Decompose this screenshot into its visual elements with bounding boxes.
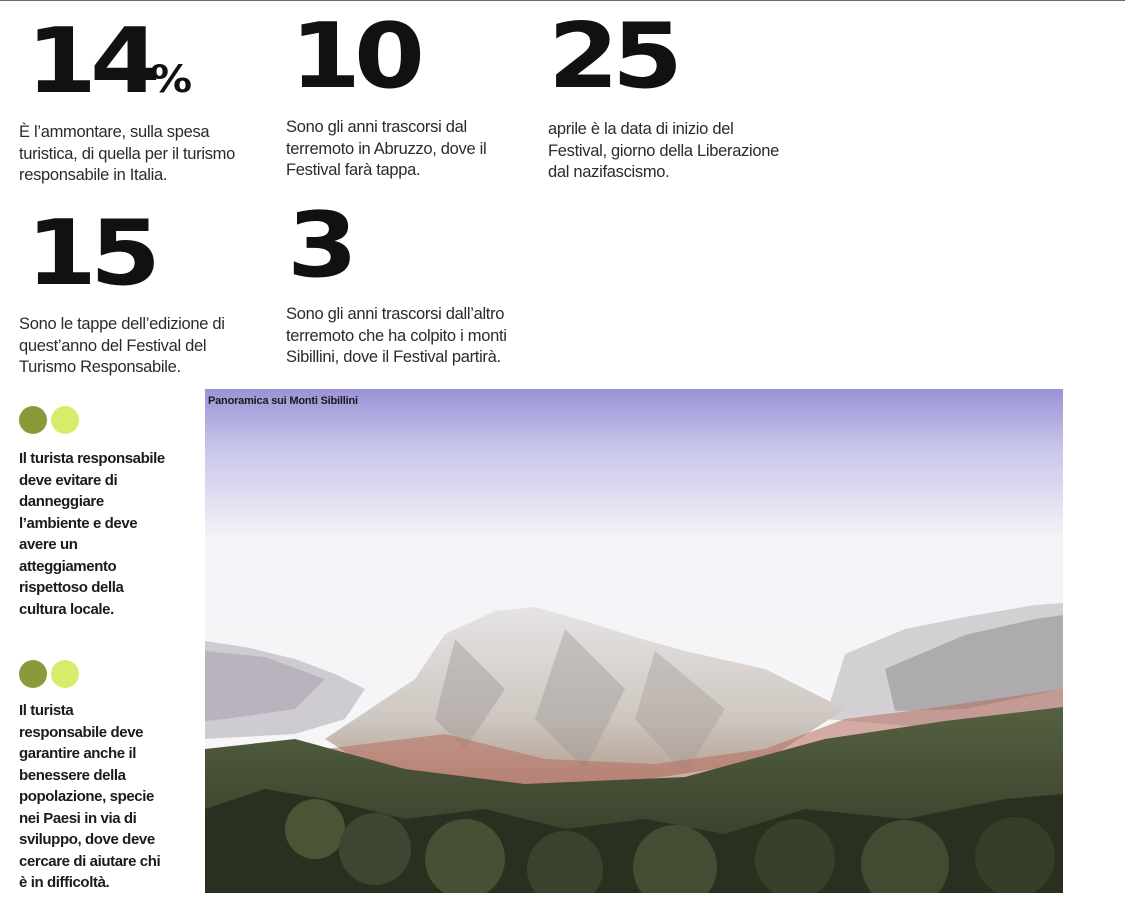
stat-number-start-date: 25 — [548, 4, 676, 109]
green-dots-icon — [19, 660, 89, 690]
green-dots-icon — [19, 406, 89, 436]
dark-green-dot — [19, 406, 47, 434]
stat-number-years-abruzzo: 10 — [290, 4, 418, 109]
stat-number-years-sibillini: 3 — [287, 193, 351, 298]
photo-caption: Panoramica sui Monti Sibillini — [208, 395, 358, 407]
stat-number-stages: 15 — [26, 201, 154, 306]
mountain-landscape-illustration — [205, 389, 1063, 893]
tip-paragraph: Il turista responsabile deve evitare di danneggiare l’ambiente e deve avere un atteggiamento rispettoso della cultura locale. — [19, 450, 165, 618]
stat-description: Sono gli anni trascorsi dall’altro terremoto che ha colpito i monti Sibillini, dove il Festival partirà. — [286, 305, 507, 366]
stat-description: Sono le tappe dell’edizione di quest’anno del Festival del Turismo Responsabile. — [19, 315, 225, 376]
light-green-dot — [51, 660, 79, 688]
stat-unit: % — [149, 57, 192, 101]
stat-number-percent: 14% — [26, 9, 192, 114]
dark-green-dot — [19, 660, 47, 688]
tip-paragraph: Il turista responsabile deve garantire anche il benessere della popolazione, specie nei Paesi in via di sviluppo, dove deve cercare di aiutare chi è in difficoltà. — [19, 702, 161, 891]
top-rule — [0, 0, 1125, 1]
stat-description: Sono gli anni trascorsi dal terremoto in Abruzzo, dove il Festival farà tappa. — [286, 118, 487, 179]
stat-description: aprile è la data di inizio del Festival, giorno della Liberazione dal nazifascismo. — [548, 120, 780, 181]
mountain-photo — [205, 389, 1063, 893]
stat-description: È l’ammontare, sulla spesa turistica, di quella per il turismo responsabile in Italia. — [19, 123, 236, 184]
light-green-dot — [51, 406, 79, 434]
